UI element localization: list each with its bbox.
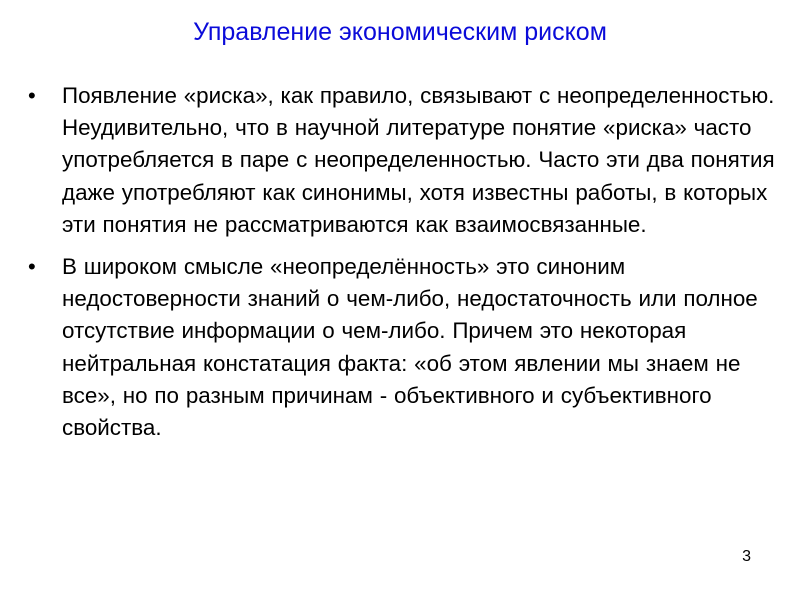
bullet-item [28, 251, 778, 444]
page-number: 3 [742, 548, 751, 565]
bullet-item [28, 80, 778, 241]
bullet-list [28, 80, 778, 454]
bullet-marker-icon: • [28, 83, 36, 108]
bullet-text: Появление «риска», как правило, связывают с неопределенностью. Неудивительно, что в научной литературе понятие «риска» часто употребляется в паре с неопределенностью. Часто эти два понятия даже употребляют как синонимы, хотя известны работы, в которых эти понятия не рассматриваются как взаимосвязанные. [62, 83, 775, 237]
bullet-marker-icon: • [28, 254, 36, 280]
slide-title: Управление экономическим риском [193, 18, 607, 46]
bullet-text: В широком смысле «неопределённость» это синоним недостоверности знаний о чем-либо, недостаточность или полное отсутствие информации о чем-либо. Причем это некоторая нейтральная констатация факта: «об этом явлении мы знаем не все», но по разным причинам - объективного и субъективного свойства. [62, 254, 758, 441]
